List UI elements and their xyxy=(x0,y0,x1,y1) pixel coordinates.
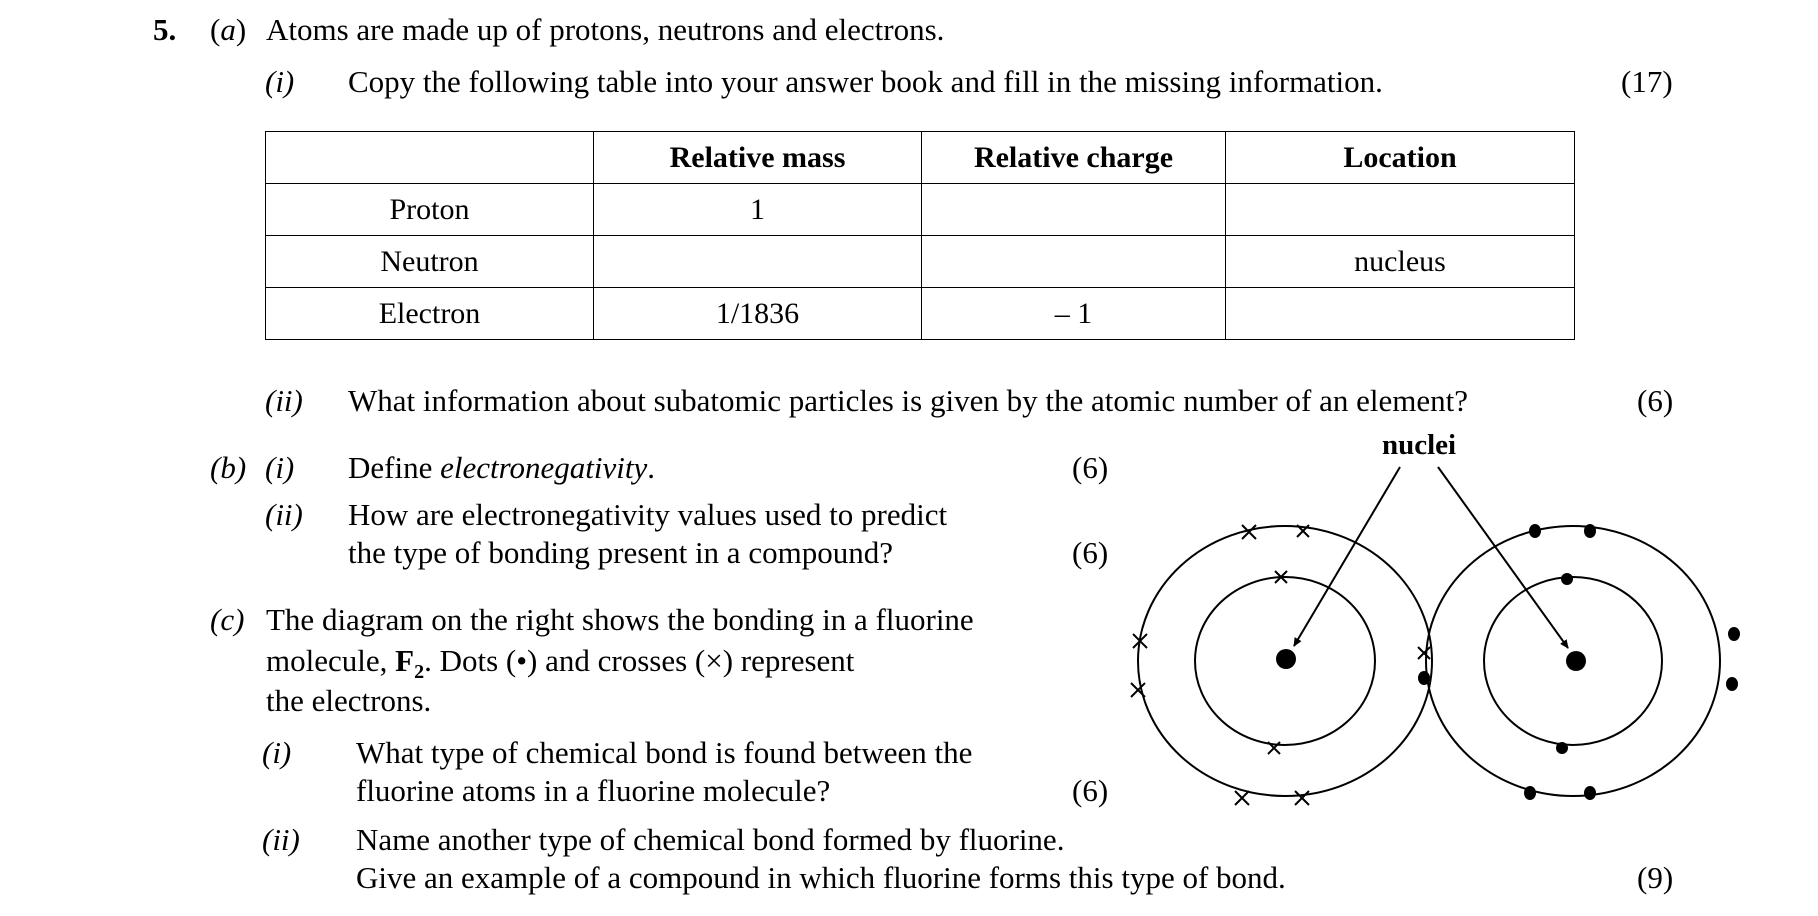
table-row xyxy=(266,184,1575,236)
fluorine-formula: F xyxy=(395,643,415,678)
part-a-letter: a xyxy=(220,12,236,47)
part-b-i-term: electronegativity xyxy=(440,450,648,485)
part-a-intro: Atoms are made up of protons, neutrons and electrons. xyxy=(266,12,945,47)
part-c-ii-marks: (9) xyxy=(1637,860,1674,895)
part-c-i-marks: (6) xyxy=(1072,773,1109,808)
left-nucleus xyxy=(1276,649,1296,669)
part-a-i-text: Copy the following table into your answer book and fill in the missing information. xyxy=(348,64,1383,99)
table-cell xyxy=(594,236,922,288)
part-c-line2-suffix: . Dots (•) and crosses (×) represent xyxy=(424,643,855,678)
part-b-ii-line1: How are electronegativity values used to predict xyxy=(348,497,948,532)
part-c-i-label: (i) xyxy=(262,735,292,770)
part-a-ii-marks: (6) xyxy=(1637,383,1674,418)
table-header-cell: Relative mass xyxy=(594,132,922,184)
right-nucleus xyxy=(1566,651,1586,671)
table-cell: 1/1836 xyxy=(594,288,922,340)
part-b-i-suffix: . xyxy=(647,450,655,485)
diagram-svg xyxy=(1120,420,1740,820)
part-a-i-marks: (17) xyxy=(1621,64,1673,99)
part-a-ii-text: What information about subatomic particles is given by the atomic number of an element? xyxy=(348,383,1468,418)
fluorine-bonding-diagram xyxy=(1120,420,1740,825)
table-cell xyxy=(1226,288,1575,340)
part-c-line3: the electrons. xyxy=(266,683,432,718)
table-header-cell: Relative charge xyxy=(922,132,1226,184)
part-c-ii-line1: Name another type of chemical bond formed by fluorine. xyxy=(356,822,1065,857)
part-a-i-label: (i) xyxy=(265,64,295,99)
part-b-i-marks: (6) xyxy=(1072,450,1109,485)
part-c-i-line2: fluorine atoms in a fluorine molecule? xyxy=(356,773,831,808)
part-c-line1: The diagram on the right shows the bonding in a fluorine xyxy=(266,602,974,637)
arrow-right-nucleus-icon xyxy=(1438,467,1568,648)
part-c-i-line1: What type of chemical bond is found between the xyxy=(356,735,973,770)
subatomic-particles-table xyxy=(265,131,1575,340)
part-b-i-prefix: Define xyxy=(348,450,441,485)
question-number: 5. xyxy=(153,12,177,47)
table-header-cell: Location xyxy=(1226,132,1575,184)
table-row xyxy=(266,236,1575,288)
part-c-ii-line2: Give an example of a compound in which fluorine forms this type of bond. xyxy=(356,860,1286,895)
table-cell: nucleus xyxy=(1226,236,1575,288)
part-c-label: (c) xyxy=(210,602,245,637)
part-b-ii-line2: the type of bonding present in a compound? xyxy=(348,535,893,570)
table-cell: Neutron xyxy=(266,236,594,288)
table-cell: – 1 xyxy=(922,288,1226,340)
part-b-label: (b) xyxy=(210,450,247,485)
table-cell xyxy=(922,184,1226,236)
part-b-ii-marks: (6) xyxy=(1072,535,1109,570)
fluorine-formula-subscript: 2 xyxy=(414,661,425,684)
table-cell: Proton xyxy=(266,184,594,236)
table-cell: 1 xyxy=(594,184,922,236)
table-cell xyxy=(922,236,1226,288)
part-b-i-label: (i) xyxy=(265,450,295,485)
part-a-label: (a) xyxy=(210,12,247,47)
shells xyxy=(1138,526,1720,796)
table-header-row xyxy=(266,132,1575,184)
part-c-ii-label: (ii) xyxy=(262,822,300,857)
table-row xyxy=(266,288,1575,340)
part-b-i-text xyxy=(348,450,655,486)
part-b-ii-label: (ii) xyxy=(265,497,303,532)
table-cell xyxy=(1226,184,1575,236)
table-header-cell xyxy=(266,132,594,184)
nuclei-label: nuclei xyxy=(1382,429,1457,461)
arrow-left-nucleus-icon xyxy=(1294,467,1400,646)
table-cell: Electron xyxy=(266,288,594,340)
part-a-ii-label: (ii) xyxy=(265,383,303,418)
part-c-line2-prefix: molecule, xyxy=(266,643,396,678)
